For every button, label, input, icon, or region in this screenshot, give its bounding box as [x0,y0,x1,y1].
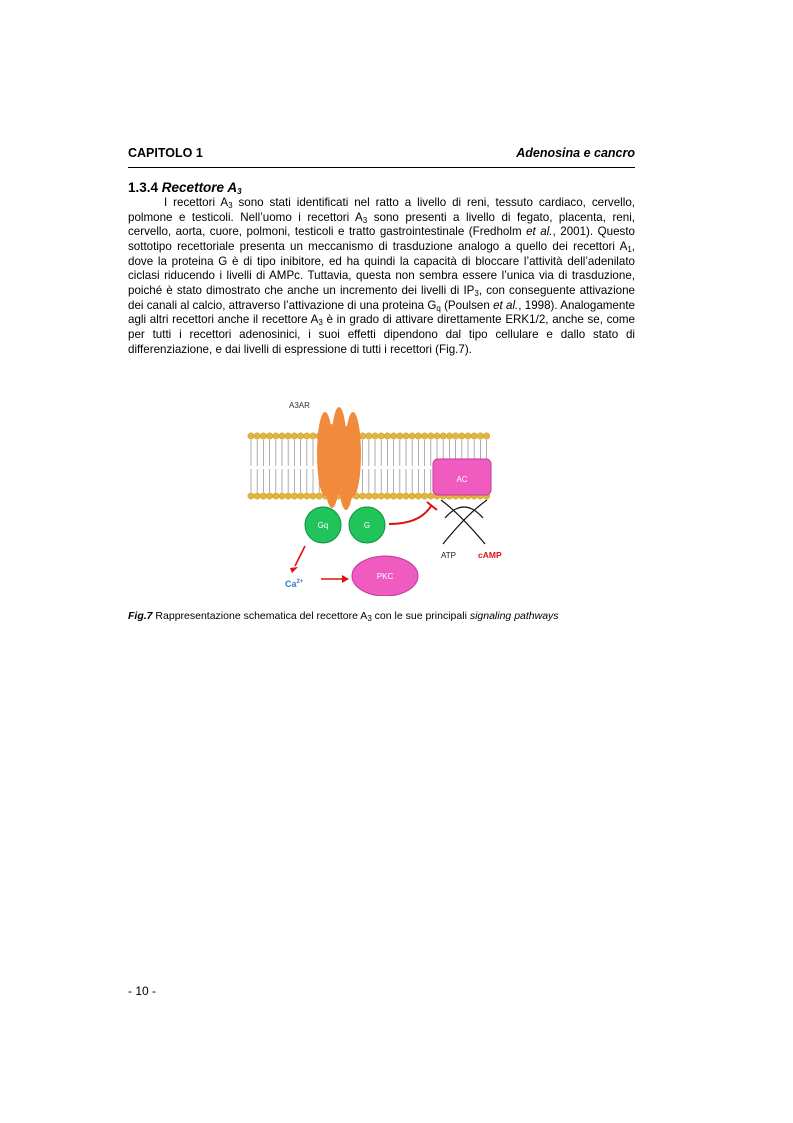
lipid-head [248,433,254,439]
lipid-head [378,433,384,439]
lipid-head [279,433,285,439]
lipid-head [297,433,303,439]
lipid-head [316,493,322,499]
lipid-head [260,433,266,439]
lipid-head [452,433,458,439]
lipid-head [254,433,260,439]
lipid-head [291,493,297,499]
lipid-head [366,493,372,499]
lipid-head [384,433,390,439]
atp-label: ATP [441,551,456,560]
lipid-head [415,493,421,499]
calcium-label: $Ca^{2+}$ [285,579,304,589]
camp-label: cAMP [478,550,502,560]
lipid-head [266,433,272,439]
lipid-head [446,433,452,439]
lipid-head [440,433,446,439]
lipid-head [390,493,396,499]
gq-label: Gq [317,521,329,530]
lipid-head [415,433,421,439]
header-rule [128,167,635,168]
page-header [128,146,635,166]
lipid-head [384,493,390,499]
receptor-label: A3AR [289,401,310,410]
lipid-head [409,493,415,499]
pkc-label: PKC [376,572,394,581]
ac-label: AC [456,475,468,484]
lipid-head [310,433,316,439]
figure-caption: Fig.7 Rappresentazione schematica del recettore $A_3$ con le sue principali signaling pathways [128,610,559,623]
section-number: 1.3.4 [128,180,159,195]
chapter-topic: Adenosina e cancro [516,146,635,160]
lipid-head [428,433,434,439]
lipid-head [372,433,378,439]
lipid-head [310,493,316,499]
g-inhibits-ac-arrow [389,506,431,524]
lipid-head [397,433,403,439]
lipid-head [390,433,396,439]
a3ar-receptor [317,407,361,510]
lipid-head [434,433,440,439]
lipid-head [273,493,279,499]
lipid-head [372,493,378,499]
lipid-head [285,433,291,439]
lipid-head [471,433,477,439]
lipid-head [366,433,372,439]
receptor-diagram [245,396,555,596]
chapter-label: CAPITOLO 1 [128,146,203,160]
lipid-head [378,493,384,499]
lipid-head [465,433,471,439]
lipid-head [459,433,465,439]
lipid-head [297,493,303,499]
gq-to-ca-arrow [295,546,305,566]
lipid-head [428,493,434,499]
section-name: Recettore $A_3$ [161,180,242,196]
lipid-head [266,493,272,499]
figure-7 [245,396,555,596]
lipid-head [260,493,266,499]
lipid-head [421,493,427,499]
page-number: - 10 - [128,984,157,998]
lipid-head [291,433,297,439]
body-paragraph: I recettori $A_3$ sono stati identificati nel ratto a livello di reni, tessuto cardiaco, cervello, polmone e testicoli. Nell’uomo i recettori $A_3$ sono presenti a livello di fegato, placenta, reni, cervello, aorta, cuore, polmoni, testicoli e tratto gastrointestinale (Fredholm et al., 2001). Questo sottotipo recettoriale presenta un meccanismo di trasduzione analogo a quello dei recettori $A_1$, dove la proteina G è di tipo inibitore, ed ha quindi la capacità di bloccare l’attività dell’adenilato ciclasi riducendo i livelli di AMPc. Tuttavia, questa non sembra essere l’unica via di trasduzione, poiché è stato dimostrato che anche un incremento dei livelli di $IP_3$, con conseguente attivazione dei canali al calcio, attraverso l’attivazione di una proteina $G_q$ (Poulsen et al., 1998). Analogamente agli altri recettori anche il recettore $A_3$ è in grado di attivare direttamente ERK1/2, anche se, come per tutti i recettori adenosinici, i suoi effetti dipendono dal tipo cellulare e dallo stato di differenziazione, e dai livelli di espressione di tutti i recettori (Fig.7). [128,196,636,356]
lipid-head [421,433,427,439]
lipid-head [477,433,483,439]
lipid-head [273,433,279,439]
lipid-head [248,493,254,499]
lipid-head [304,493,310,499]
lipid-head [483,433,489,439]
lipid-head [403,493,409,499]
lipid-head [304,433,310,439]
lipid-head [279,493,285,499]
lipid-head [359,493,365,499]
lipid-head [409,433,415,439]
lipid-head [397,493,403,499]
lipid-head [254,493,260,499]
lipid-head [403,433,409,439]
lipid-head [285,493,291,499]
section-title [128,180,242,195]
g-label: G [363,521,371,530]
